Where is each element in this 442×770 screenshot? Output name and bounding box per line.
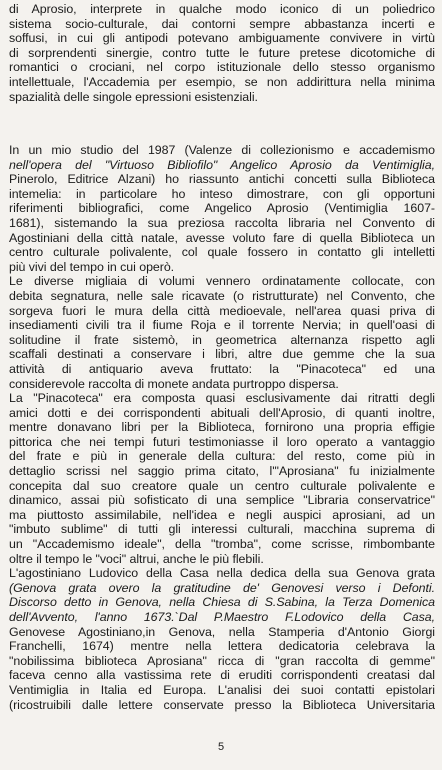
text-line: oltre il tempo le "voci" altrui, anche le più flebili. [9,551,264,566]
text-line: intellettuale, l'Accademia per esempio, se non addirittura nella minima [9,74,435,89]
text-line: di Aprosio, interprete in qualche modo iconico di un poliedrico [9,2,435,16]
text-line: "nobilissima biblioteca Aprosiana" ricca di "gran raccolta di gemme" [9,653,435,668]
page-number: 5 [217,741,225,753]
text-line: Agostiniani della città natale, avesse voluto fare di quella Biblioteca un [9,230,435,245]
text-line: centro culturale polivalente, col quale fossero in contatto gli intelletti [9,245,435,260]
text-line: insediamenti civili tra il fiume Roja e il torrente Nervia; in quell'oasi di [9,318,435,333]
text-line: scaffali destinati a conservare i libri, altre due gemme che la sua [9,347,435,362]
text-line: di sorprendenti sinergie, contro tutte le future pretese dicotomiche di [9,45,435,60]
text-line: Pinerolo, Editrice Alzani) ho riassunto antichi concetti sulla Biblioteca [9,172,435,187]
text-line: 1681), sistemando la sua preziosa raccolta libraria nel Convento di [9,215,435,230]
text-line: nell'opera del "Virtuoso Bibliofilo" Angelico Aprosio da Ventimiglia, [9,157,435,172]
text-line: riferimenti bibliografici, come Angelico Aprosio (Ventimiglia 1607- [9,201,435,216]
text-block-main [9,143,435,712]
text-line: In un mio studio del 1987 (Valenze di collezionismo e accademismo [9,143,435,157]
text-line: dell'Avvento, l'anno 1673.`Dal P.Maestro F.Lodovico della Casa, [9,610,435,624]
text-line: concepita dal suo creatore quale un centro culturale polivalente e [9,478,435,493]
text-line: debita segnatura, nelle sale ricavate (o ristrutturate) nel Convento, che [9,288,435,303]
text-line: attività di antiquario aveva fruttato: la "Pinacoteca" ed una [9,361,435,376]
text-line: pittorica che nei tempi futuri testimoniasse il loro operato a vantaggio [9,434,435,449]
text-line: solitudine il frate sistemò, in geometrica alternanza rispetto agli [9,332,435,347]
text-line: Ventimiglia in Italia ed Europa. L'analisi dei suoi contatti epistolari [9,682,435,697]
text-line: La "Pinacoteca" era composta quasi esclusivamente dai ritratti degli [9,391,435,406]
text-line: faceva cenno alla vastissima rete di eruditi corrispondenti creatasi dal [9,668,435,683]
text-line: considerevole raccolta di monete andata purtroppo dispersa. [9,376,339,391]
text-line: (ricostruibili dalle lettere conservate presso la Biblioteca Universitaria [9,697,435,712]
text-line: Franchelli, 1674) mentre nella lettera dedicatoria celebrava la [9,639,435,654]
text-line: dettaglio scrissi nel saggio prima citato, l'"Aprosiana" fu inizialmente [9,464,435,479]
text-line: intemelia: in particolare ho inteso dimostrare, con gli opportuni [9,186,435,201]
text-line: sistema socio-culturale, dai contorni sempre abbastanza incerti e [9,16,435,31]
text-line: Genovese Agostiniano,in Genova, nella Stamperia d'Antonio Giorgi [9,624,435,639]
text-line: ma piuttosto assimilabile, nell'idea e negli auspici aprosiani, ad un [9,507,435,522]
text-line: spazialità delle singole epressioni esistenziali. [9,89,258,104]
text-line: L'agostiniano Ludovico della Casa nella dedica della sua Genova grata [9,566,435,581]
text-line: romantici o crociani, nel corpo istituzionale dello stesso organismo [9,60,435,75]
text-line: "imbuto sublime" di tutti gli interessi culturali, macchina suprema di [9,522,435,537]
text-line: del frate e più in generale della cultura: del resto, come più in [9,449,435,464]
text-line: un "Accademismo ideale", della "tromba", come scrisse, rimbombante [9,537,435,552]
text-line: Discorso detto in Genova, nella Chiesa di S.Sabina, la Terza Domenica [9,595,435,610]
text-line: (Genova grata overo la gratitudine de' Genovesi verso i Defonti. [9,580,435,595]
text-line: soffusi, in cui gli antipodi potevano ambiguamente convivere in virtù [9,31,435,46]
text-line: amici dotti e dei corrispondenti abituali dell'Aprosio, di quanti inoltre, [9,405,435,420]
text-line: dinamico, assai più sofisticato di una semplice "Libraria conservatrice" [9,493,435,508]
text-line: sorgeva fuori le mura della città medioevale, nell'area quasi priva di [9,303,435,318]
text-block-top [9,2,435,104]
text-line: Le diverse migliaia di volumi vennero ordinatamente collocate, con [9,274,435,289]
text-line: più vivi del tempo in cui operò. [9,259,175,274]
text-line: mentre donavano libri per la Biblioteca, fornirono una propria effigie [9,420,435,435]
